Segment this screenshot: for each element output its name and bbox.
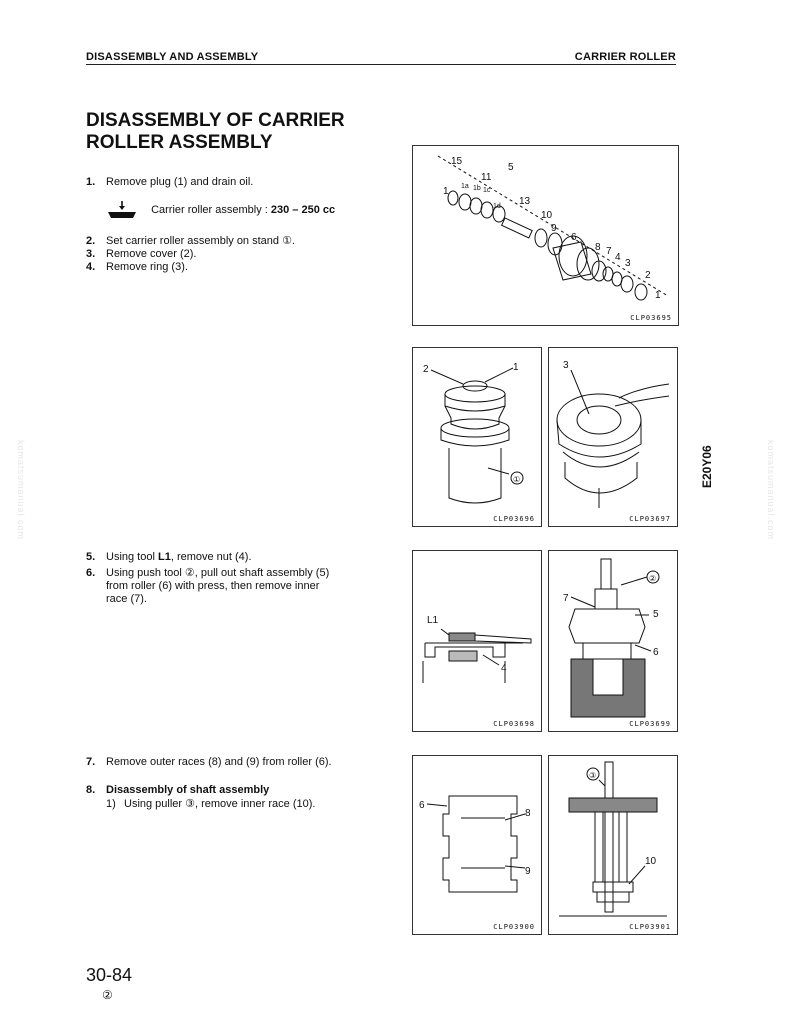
step-5 <box>86 551 252 564</box>
part-label: 1d <box>493 203 501 210</box>
part-label: 11 <box>481 172 492 183</box>
part-label: 15 <box>451 156 463 167</box>
step-text: Set carrier roller assembly on stand ①. <box>106 235 295 247</box>
oil-drain-icon <box>104 200 140 220</box>
part-label: 5 <box>508 162 514 173</box>
step-1 <box>86 176 253 189</box>
header-chapter-title: CARRIER ROLLER <box>574 51 676 63</box>
step-8 <box>86 784 269 797</box>
part-label: 2 <box>645 270 651 281</box>
substep-number: 1) <box>106 798 116 810</box>
step-number: 7. <box>86 756 96 768</box>
part-label: 6 <box>419 800 425 811</box>
part-label: 4 <box>501 663 507 674</box>
part-label: 7 <box>606 246 612 257</box>
part-label: 1c <box>483 187 491 194</box>
figure-caption: CLP03699 <box>629 720 671 728</box>
page-title <box>86 110 386 154</box>
figure-push-shaft <box>548 550 678 732</box>
part-label: 9 <box>551 223 557 234</box>
step-6 <box>86 567 396 606</box>
step-number: 4. <box>86 261 96 273</box>
step-7 <box>86 756 332 769</box>
part-label: 1b <box>473 185 481 192</box>
figure-caption: CLP03900 <box>493 923 535 931</box>
tool-code: L1 <box>157 551 171 563</box>
part-label: ① <box>513 475 521 484</box>
part-label: 7 <box>563 593 569 604</box>
figure-caption: CLP03698 <box>493 720 535 728</box>
step-text-line-1: Using push tool ②, pull out shaft assembly (5) <box>106 567 330 579</box>
part-label: 10 <box>541 210 553 221</box>
part-label: 5 <box>653 609 659 620</box>
part-label: 1 <box>513 362 519 373</box>
step-text: Remove ring (3). <box>106 261 188 273</box>
step-heading: Disassembly of shaft assembly <box>106 784 270 796</box>
step-4 <box>86 261 188 274</box>
revision-mark: ② <box>102 988 113 1002</box>
figure-remove-ring <box>548 347 678 527</box>
figure-caption: CLP03901 <box>629 923 671 931</box>
remove-nut-drawing <box>413 551 541 731</box>
part-label: ③ <box>589 771 597 780</box>
page-title-line-1: DISASSEMBLY OF CARRIER <box>86 110 345 131</box>
step-text-pre: Using tool <box>106 551 158 563</box>
page-number: 30-84 <box>86 965 133 985</box>
step-number: 5. <box>86 551 96 563</box>
part-label: 1 <box>443 186 449 197</box>
figure-roller-on-stand <box>412 347 542 527</box>
step-8-1 <box>106 798 315 811</box>
part-label: 9 <box>525 866 531 877</box>
watermark-left: komatsumanual.com <box>16 440 26 541</box>
part-label: 13 <box>519 196 531 207</box>
step-number: 6. <box>86 567 96 579</box>
figure-caption: CLP03697 <box>629 515 671 523</box>
part-label: 1 <box>655 290 661 301</box>
step-number: 3. <box>86 248 96 260</box>
part-label: 6 <box>653 647 659 658</box>
step-number: 8. <box>86 784 96 796</box>
part-label: 4 <box>615 252 621 263</box>
side-document-code: E20Y06 <box>700 445 714 488</box>
part-label: 10 <box>645 856 657 867</box>
header-section-title: DISASSEMBLY AND ASSEMBLY <box>86 51 259 63</box>
watermark-right: komatsumanual.com <box>766 440 776 541</box>
exploded-view-labels <box>443 156 661 301</box>
part-label: 3 <box>625 258 631 269</box>
figure-exploded-view <box>412 145 679 326</box>
roller-on-stand-drawing <box>413 348 541 526</box>
header-rule <box>86 64 676 65</box>
part-label: 8 <box>595 242 601 253</box>
figure-shaft-puller <box>548 755 678 935</box>
step-text: Remove plug (1) and drain oil. <box>106 176 254 188</box>
oil-quantity-note <box>104 200 404 220</box>
part-label: 6 <box>571 232 577 243</box>
figure-caption: CLP03695 <box>630 314 672 322</box>
part-label: 3 <box>563 360 569 371</box>
part-label: L1 <box>427 615 439 626</box>
step-text-post: , remove nut (4). <box>170 551 252 563</box>
figure-outer-races <box>412 755 542 935</box>
shaft-puller-drawing <box>549 756 677 934</box>
push-shaft-drawing <box>549 551 677 731</box>
substep-text: Using puller ③, remove inner race (10). <box>124 798 316 810</box>
step-2 <box>86 235 295 248</box>
remove-ring-drawing <box>549 348 677 526</box>
figure-caption: CLP03696 <box>493 515 535 523</box>
part-label: ② <box>649 574 657 583</box>
figure-remove-nut <box>412 550 542 732</box>
step-text-line-3: race (7). <box>106 593 147 605</box>
oil-quantity-value: 230 – 250 cc <box>270 203 336 216</box>
page-title-line-2: ROLLER ASSEMBLY <box>86 132 273 153</box>
part-label: 1a <box>461 183 469 190</box>
part-label: 8 <box>525 808 531 819</box>
outer-races-drawing <box>413 756 541 934</box>
step-text-line-2: from roller (6) with press, then remove inner <box>106 580 320 592</box>
step-text: Remove outer races (8) and (9) from roller (6). <box>106 756 332 768</box>
step-text: Remove cover (2). <box>106 248 197 260</box>
part-label: 2 <box>423 364 429 375</box>
exploded-view-drawing <box>413 146 678 325</box>
step-number: 2. <box>86 235 96 247</box>
step-number: 1. <box>86 176 96 188</box>
oil-quantity-label: Carrier roller assembly : <box>151 203 271 216</box>
step-3 <box>86 248 196 261</box>
